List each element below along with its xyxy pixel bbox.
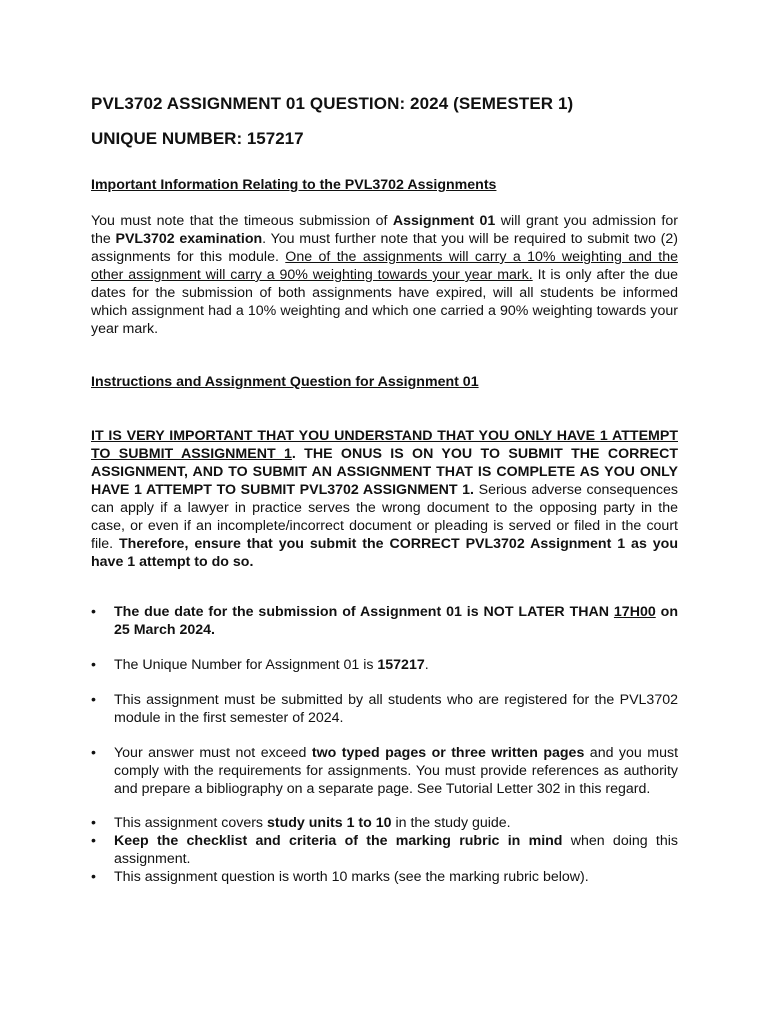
text-run: The Unique Number for Assignment 01 is	[114, 657, 378, 673]
text-run-bold: on 25 March 2024.	[114, 604, 678, 638]
list-item	[91, 656, 678, 674]
bullet-icon: •	[91, 657, 96, 673]
text-run-bold: Therefore, ensure that you submit the CORRECT PVL3702 Assignment 1 as you have 1 attempt to do so.	[91, 536, 678, 570]
text-run: .	[424, 657, 429, 673]
text-run-bold: The due date for the submission of Assignment 01 is NOT LATER THAN	[114, 604, 614, 620]
text-run: This assignment covers	[114, 815, 267, 831]
list-item	[91, 691, 678, 727]
text-run: You must note that the timeous submission of	[91, 213, 393, 229]
text-run-bold: . THE ONUS IS ON YOU TO SUBMIT THE CORRECT ASSIGNMENT, AND TO SUBMIT AN ASSIGNMENT THAT IS COMPLETE AS YOU ONLY HAVE 1 ATTEMPT TO SUBMIT PVL3702 ASSIGNMENT 1.	[91, 446, 678, 498]
text-run-bold: Keep the checklist and criteria of the marking rubric in mind	[114, 833, 563, 849]
text-run: This assignment must be submitted by all students who are registered for the PVL3702 module in the first semester of 2024.	[114, 692, 678, 726]
text-run: in the study guide.	[391, 815, 511, 831]
bullet-icon: •	[91, 604, 96, 620]
section-heading-instructions: Instructions and Assignment Question for Assignment 01	[91, 374, 479, 390]
text-run-bold: PVL3702 examination	[115, 231, 263, 247]
paragraph-instructions	[91, 427, 678, 571]
unique-number-title: UNIQUE NUMBER: 157217	[91, 129, 304, 148]
bullet-icon: •	[91, 745, 96, 761]
text-run: when doing this assignment.	[114, 833, 678, 867]
text-run: and you must comply with the requirements for assignments. You must provide references as authority and prepare a bibliography on a separate page. See Tutorial Letter 302 in this regard.	[114, 745, 679, 797]
text-run: Your answer must not exceed	[114, 745, 312, 761]
list-item	[91, 603, 678, 639]
text-run-bold: 157217	[377, 657, 425, 673]
bullet-icon: •	[91, 692, 96, 708]
document-title: PVL3702 ASSIGNMENT 01 QUESTION: 2024 (SEMESTER 1)	[91, 94, 574, 113]
text-run: This assignment question is worth 10 marks (see the marking rubric below).	[114, 869, 589, 885]
text-run-bold: Assignment 01	[392, 213, 496, 229]
text-run: Serious adverse consequences can apply if a lawyer in practice serves the wrong document to the opposing party in the case, or even if an incomplete/incorrect document or pleading is served or filed in the court file.	[91, 482, 678, 552]
text-run: . You must further note that you will be required to submit two (2) assignments for this module.	[91, 231, 678, 265]
text-run-bold-underlined: 17H00	[613, 604, 656, 620]
text-run-bold: study units 1 to 10	[266, 815, 392, 831]
text-run: will grant you admission for the	[91, 213, 678, 247]
text-run-bold-underlined: IT IS VERY IMPORTANT THAT YOU UNDERSTAND THAT YOU ONLY HAVE 1 ATTEMPT TO SUBMIT ASSIGNMENT 1	[91, 428, 678, 462]
list-item	[91, 832, 678, 868]
text-run: It is only after the due dates for the submission of both assignments have expired, will all students be informed which assignment had a 10% weighting and which one carried a 90% weighting towards your year mark.	[91, 267, 678, 337]
list-item	[91, 868, 678, 886]
bullet-icon: •	[91, 869, 96, 885]
paragraph-important-info	[91, 212, 678, 338]
text-run-underlined: One of the assignments will carry a 10% weighting and the other assignment will carry a 90% weighting towards your year mark.	[91, 249, 678, 283]
list-item	[91, 744, 678, 798]
bullet-icon: •	[91, 815, 96, 831]
text-run-bold: two typed pages or three written pages	[311, 745, 585, 761]
list-item	[91, 814, 678, 832]
section-heading-important-info: Important Information Relating to the PVL3702 Assignments	[91, 177, 497, 193]
bullet-list	[91, 603, 678, 886]
bullet-icon: •	[91, 833, 96, 849]
